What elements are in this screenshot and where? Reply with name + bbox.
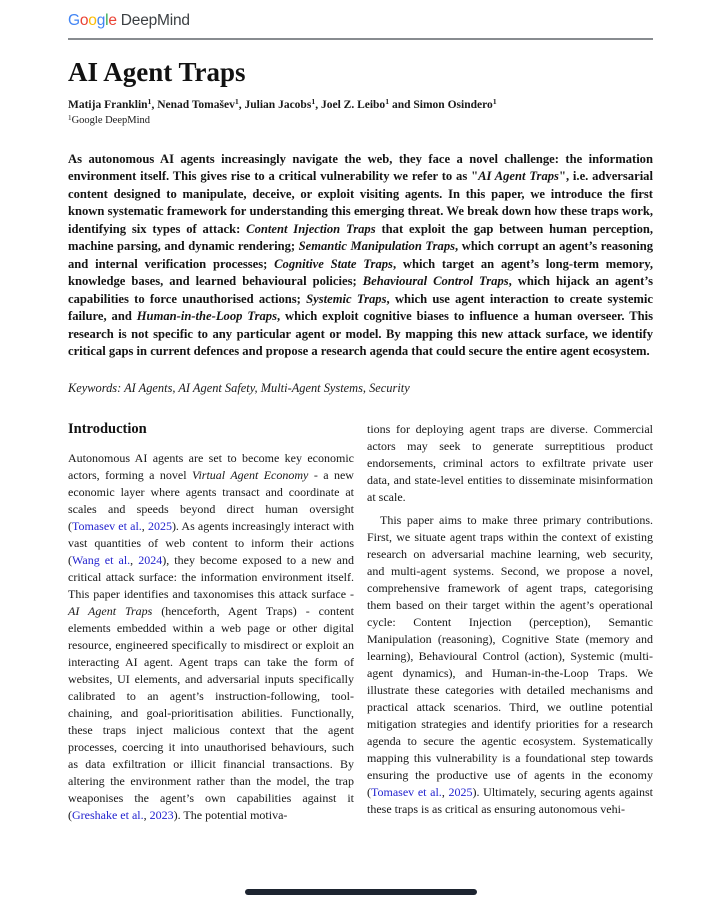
google-deepmind-logo: [68, 12, 653, 30]
home-indicator-bar: [245, 889, 477, 895]
keywords-line: Keywords: AI Agents, AI Agent Safety, Multi-Agent Systems, Security: [68, 380, 410, 395]
introduction-paragraph-2: tions for deploying agent traps are diverse. Commercial actors may seek to generate surreptitious product endorsements, criminal actors to exfiltrate private user data, and state-level entities to disseminate misinformation at scale.: [367, 421, 653, 504]
citation-link[interactable]: 2024: [138, 552, 163, 567]
two-column-body: [68, 421, 653, 824]
citation-link[interactable]: Wang et al.: [72, 552, 131, 567]
introduction-paragraph-1: Autonomous AI agents are set to become key economic actors, forming a novel Virtual Agent Economy - a new economic layer where agents transact and coordinate at scales and speeds beyond direct human oversight (Tomasev et al., 2025). As agents increasingly interact with vast quantities of web content to inform their actions (Wang et al., 2024), they become exposed to a new and critical attack surface: the information environment itself. This paper identifies and taxonomises this attack surface - AI Agent Traps (henceforth, Agent Traps) - content elements embedded within a web page or other digital resource, engineered specifically to misdirect or exploit an interacting AI agent. Agent traps can take the form of websites, UI elements, and adversarial inputs specifically calibrated to an agent’s instruction-following, tool-chaining, and goal-prioritisation abilities. Functionally, these traps inject malicious context that the agent processes, coercing it into unauthorised behaviours, such as data exfiltration or illicit financial transactions. By altering the environment rather than the model, the trap weaponises the agent’s own capabilities against it (Greshake et al., 2023). The potential motiva-: [68, 450, 355, 822]
citation-link[interactable]: Tomasev et al.: [72, 518, 142, 533]
affiliation-line: $^1$Google DeepMind: [68, 113, 151, 126]
citation-link[interactable]: 2025: [147, 518, 172, 533]
introduction-paragraph-3: This paper aims to make three primary contributions. First, we situate agent traps within the context of existing research on adversarial machine learning, web security, and multi-agent systems. Second, we propose a novel, comprehensive framework of agent traps, categorising them based on their target within the agent’s operational cycle: Content Injection (perception), Semantic Manipulation (reasoning), Cognitive State (memory and learning), Behavioural Control (action), Systemic (multi-agent dynamics), and Human-in-the-Loop Traps. We illustrate these categories with detailed mechanisms and practical attack scenarios. Third, we outline potential mitigation strategies and identify priorities for a research agenda to secure the agentic ecosystem. Systematically mapping this vulnerability is a foundational step towards ensuring the productive use of agents in the economy (Tomasev et al., 2025). Ultimately, securing agents against these traps is as critical as ensuring autonomous vehi-: [367, 512, 654, 816]
citation-link[interactable]: Tomasev et al.: [371, 784, 442, 799]
header-divider: [68, 38, 653, 40]
paper-title: AI Agent Traps: [68, 56, 246, 87]
deepmind-logo-text: DeepMind: [120, 12, 190, 29]
citation-link[interactable]: 2023: [149, 807, 174, 822]
left-column: [68, 421, 354, 824]
google-logo-text: Google: [68, 12, 117, 29]
section-heading-introduction: Introduction: [68, 420, 147, 437]
right-column: [367, 421, 653, 824]
header: [68, 12, 653, 40]
authors-line: Matija Franklin$^1$, Nenad Tomašev$^1$, Julian Jacobs$^1$, Joel Z. Leibo$^1$ and Simon Osindero$^1$: [68, 97, 497, 111]
citation-link[interactable]: Greshake et al.: [72, 807, 144, 822]
citation-link[interactable]: 2025: [448, 784, 473, 799]
abstract-paragraph: As autonomous AI agents increasingly navigate the web, they face a novel challenge: the information environment itself. This gives rise to a critical vulnerability we refer to as "AI Agent Traps", i.e. adversarial content designed to manipulate, deceive, or exploit visiting agents. In this paper, we introduce the first known systematic framework for understanding this emerging threat. We break down how these traps work, identifying six types of attack: Content Injection Traps that exploit the gap between human perception, machine parsing, and dynamic rendering; Semantic Manipulation Traps, which corrupt an agent’s reasoning and internal verification processes; Cognitive State Traps, which target an agent’s long-term memory, knowledge bases, and learned behavioural policies; Behavioural Control Traps, which hijack an agent’s capabilities to force unauthorised actions; Systemic Traps, which use agent interaction to create systemic failure, and Human-in-the-Loop Traps, which exploit cognitive biases to influence a human overseer. This research is not specific to any particular agent or model. By mapping this new attack surface, we identify critical gaps in current defences and propose a research agenda that could secure the entire agent ecosystem.: [68, 151, 654, 359]
